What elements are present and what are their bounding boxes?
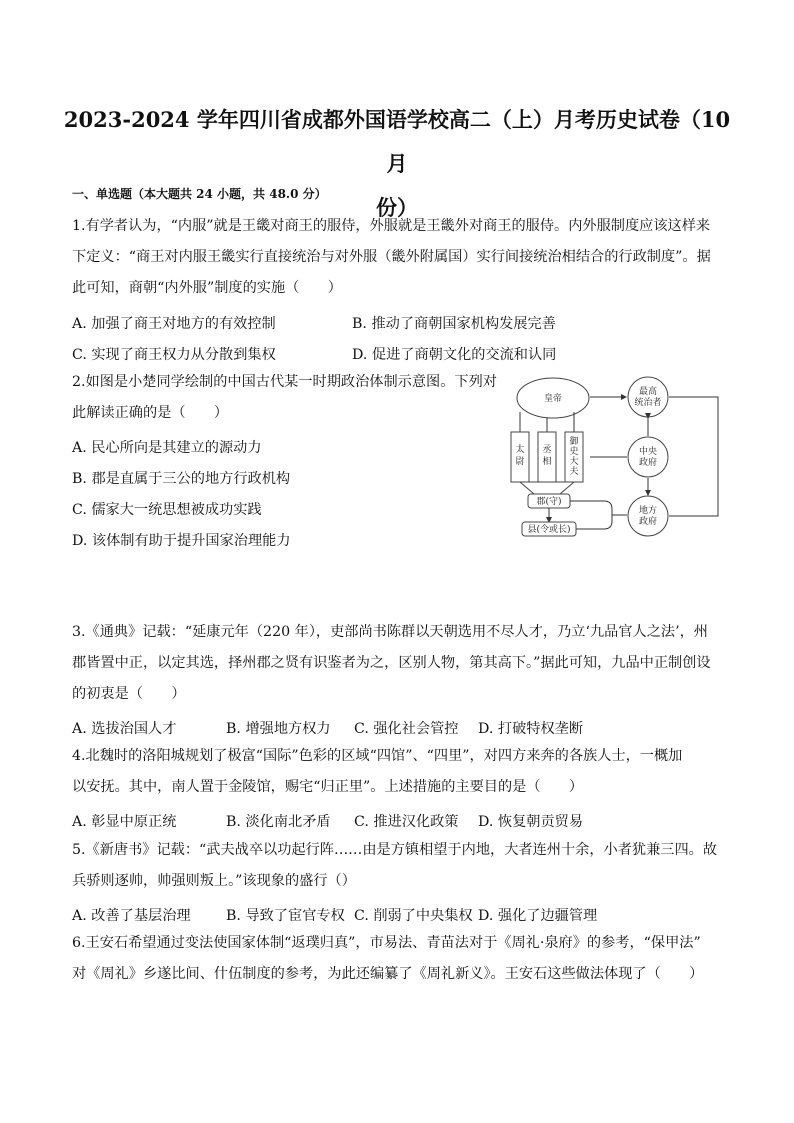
q5-option-a: A. 改善了基层治理 [72,908,191,924]
q4-line1: 4.北魏时的洛阳城规划了极富“国际”色彩的区域“四馆”、“四里”，对四方来奔的各族人士，一概加 [72,748,683,764]
q2-option-d: D. 该体制有助于提升国家治理能力 [72,533,291,549]
q3-option-b: B. 增强地方权力 [226,721,331,737]
q3-option-a: A. 选拔治国人才 [72,721,177,737]
q3-line1: 3.《通典》记载：“延康元年（220 年），吏部尚书陈群以天朝选用不尽人才，乃立‘九品官人之法’，州 [72,624,708,640]
exam-title-line1: 2023-2024 学年四川省成都外国语学校高二（上）月考历史试卷（10 月 [63,107,731,176]
central-government-label-1: 中央 [638,447,658,457]
q4-line2: 以安抚。其中，南人置于金陵馆，赐宅“归正里”。上述措施的主要目的是（ ） [72,779,584,795]
exam-title-line2: 份） [376,195,418,220]
taiwei-label-1: 太 [515,445,525,455]
yushi-label-2: 史 [569,447,579,457]
q1-line1: 1.有学者认为，“内服”就是王畿对商王的服侍，外服就是王畿外对商王的服侍。内外服制度应该这样来 [72,218,711,234]
q1-option-c: C. 实现了商王权力从分散到集权 [72,347,276,363]
supreme-ruler-label-2: 统治者 [634,398,662,408]
chengxiang-label-1: 丞 [542,445,552,455]
commandery-label: 郡(守) [536,497,562,507]
q3-line3: 的初衷是（ ） [72,686,186,702]
q6-line1: 6.王安石希望通过变法使国家体制“返璞归真”，市易法、青苗法对于《周礼·泉府》的参考，“保甲法” [72,935,701,951]
q4-option-c: C. 推进汉化政策 [354,814,459,830]
q2-line2: 此解读正确的是（ ） [72,405,229,421]
q5-option-c: C. 削弱了中央集权 [354,908,473,924]
q1-line3: 此可知，商朝“内外服”制度的实施（ ） [72,280,342,296]
yushi-label-1: 御 [569,437,579,447]
q4-option-d: D. 恢复朝贡贸易 [478,814,584,830]
section-heading: 一、单选题（本大题共 24 小题，共 48.0 分） [72,187,327,201]
q3-option-c: C. 强化社会管控 [354,721,459,737]
local-government-node [628,496,668,536]
q4-option-a: A. 彰显中原正统 [72,814,177,830]
q4-option-b: B. 淡化南北矛盾 [226,814,331,830]
q2-option-a: A. 民心所向是其建立的源动力 [72,440,262,456]
supreme-ruler-node [628,377,668,417]
q5-option-b: B. 导致了宦官专权 [226,908,345,924]
q5-line1: 5.《新唐书》记载：“武夫战卒以功起行阵……由是方镇相望于内地，大者连州十余，小者犹兼三四。故 [72,842,718,858]
emperor-label: 皇帝 [543,394,563,404]
local-government-label-1: 地方 [638,506,658,516]
yushi-label-4: 夫 [569,467,579,477]
q2-option-c: C. 儒家大一统思想被成功实践 [72,502,262,518]
q1-line2: 下定义：“商王对内服王畿实行直接统治与对外服（畿外附属国）实行间接统治相结合的行政制度”。据 [72,249,711,265]
supreme-ruler-label-1: 最高 [638,387,658,397]
chengxiang-label-2: 相 [542,457,552,467]
q3-option-d: D. 打破特权垄断 [478,721,584,737]
q6-line2: 对《周礼》乡遂比间、什伍制度的参考，为此还编纂了《周礼新义》。王安石这些做法体现了（ ） [72,966,704,982]
q3-line2: 郡皆置中正，以定其选，择州郡之贤有识鉴者为之，区别人物，第其高下。”据此可知，九品中正制创设 [72,655,711,671]
q2-option-b: B. 郡是直属于三公的地方行政机构 [72,471,291,487]
central-government-label-2: 政府 [638,458,658,468]
yushi-label-3: 大 [569,457,579,467]
central-government-node [628,437,668,477]
taiwei-label-2: 尉 [515,457,525,467]
q1-option-a: A. 加强了商王对地方的有效控制 [72,316,276,332]
local-government-label-2: 政府 [638,517,658,527]
q2-line1: 2.如图是小楚同学绘制的中国古代某一时期政治体制示意图。下列对 [72,374,497,390]
county-label: 县(令或长) [527,525,571,535]
q1-option-b: B. 推动了商朝国家机构发展完善 [352,316,556,332]
political-system-diagram [500,372,726,542]
q5-option-d: D. 强化了边疆管理 [478,908,598,924]
q5-line2: 兵骄则逐帅，帅强则叛上。”该现象的盛行（） [72,873,356,889]
q1-option-d: D. 促进了商朝文化的交流和认同 [352,347,557,363]
